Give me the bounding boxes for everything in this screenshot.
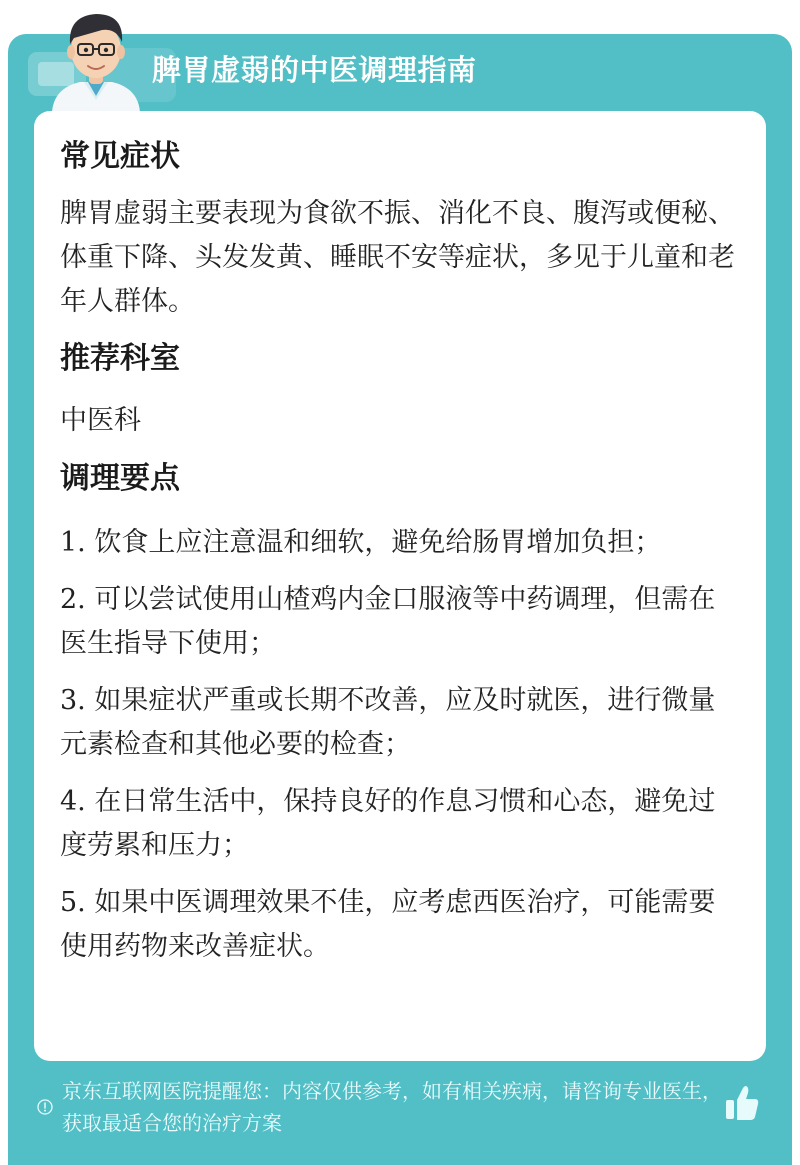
list-item [60,578,740,666]
list-item-number: 4. [60,786,86,817]
disclaimer-footer [36,1075,722,1147]
content-card [34,111,766,1061]
department-heading: 推荐科室 [60,341,180,376]
list-item-number: 2. [60,584,86,615]
list-item-text: 在日常生活中，保持良好的作息习惯和心态，避免过度劳累和压力； [60,786,716,861]
info-icon [37,1099,53,1115]
doctor-avatar [44,4,148,112]
thumbs-up-icon[interactable] [723,1083,761,1123]
disclaimer-text: 京东互联网医院提醒您：内容仅供参考，如有相关疾病，请咨询专业医生，获取最适合您的治疗方案 [62,1079,722,1135]
symptoms-text: 脾胃虚弱主要表现为食欲不振、消化不良、腹泻或便秘、体重下降、头发发黄、睡眠不安等症状，多见于儿童和老年人群体。 [60,198,735,317]
care-heading: 调理要点 [60,461,180,496]
symptoms-heading: 常见症状 [60,139,180,174]
department-text: 中医科 [60,405,141,436]
care-list [60,521,740,969]
list-item-text: 如果症状严重或长期不改善，应及时就医，进行微量元素检查和其他必要的检查； [60,685,716,760]
list-item-number: 5. [60,887,86,918]
list-item [60,679,740,767]
list-item [60,780,740,868]
list-item-number: 3. [60,685,86,716]
list-item-number: 1. [60,527,86,558]
list-item [60,521,740,565]
list-item-text: 饮食上应注意温和细软，避免给肠胃增加负担； [85,527,662,558]
list-item-text: 可以尝试使用山楂鸡内金口服液等中药调理，但需在医生指导下使用； [60,584,716,659]
list-item-text: 如果中医调理效果不佳，应考虑西医治疗，可能需要使用药物来改善症状。 [60,887,716,962]
page-title: 脾胃虚弱的中医调理指南 [152,53,477,87]
list-item [60,881,740,969]
